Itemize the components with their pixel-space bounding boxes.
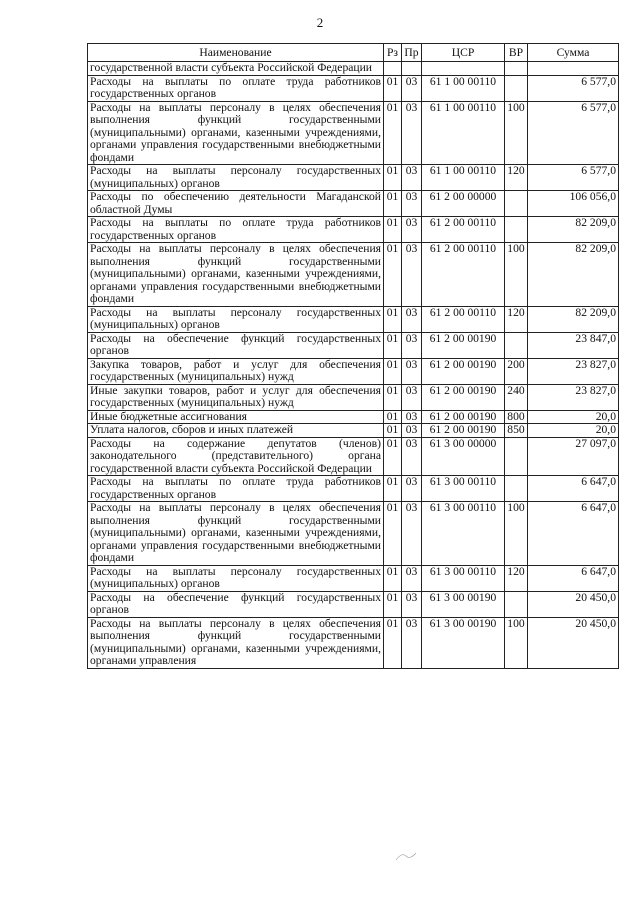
cell-vr: 100 <box>505 101 528 165</box>
cell-pr: 03 <box>402 410 422 424</box>
header-vr: ВР <box>505 44 528 62</box>
cell-csr: 61 3 00 00190 <box>422 591 505 617</box>
table-row <box>88 384 619 410</box>
table-row <box>88 424 619 438</box>
cell-csr: 61 1 00 00110 <box>422 101 505 165</box>
cell-name: государственной власти субъекта Российской Федерации <box>88 62 384 76</box>
table-row <box>88 502 619 566</box>
cell-name: Расходы на выплаты персоналу государственных (муниципальных) органов <box>88 165 384 191</box>
table-row <box>88 591 619 617</box>
cell-vr: 120 <box>505 306 528 332</box>
cell-vr <box>505 217 528 243</box>
cell-csr: 61 2 00 00000 <box>422 191 505 217</box>
cell-vr <box>505 191 528 217</box>
header-csr: ЦСР <box>422 44 505 62</box>
table-row <box>88 243 619 307</box>
cell-csr: 61 2 00 00110 <box>422 243 505 307</box>
cell-vr: 240 <box>505 384 528 410</box>
cell-name: Расходы на выплаты по оплате труда работников государственных органов <box>88 217 384 243</box>
cell-csr: 61 2 00 00190 <box>422 332 505 358</box>
cell-sum: 82 209,0 <box>528 306 619 332</box>
table-row <box>88 101 619 165</box>
cell-sum: 6 577,0 <box>528 101 619 165</box>
cell-rz: 01 <box>384 165 402 191</box>
cell-rz: 01 <box>384 358 402 384</box>
table-row <box>88 358 619 384</box>
cell-name: Иные закупки товаров, работ и услуг для обеспечения государственных (муниципальных) нужд <box>88 384 384 410</box>
cell-name: Расходы на выплаты персоналу в целях обеспечения выполнения функций государственными (муниципальными) органами, казенными учреждениями, органами управления государственными внебюджетными фондами <box>88 243 384 307</box>
cell-name: Расходы на обеспечение функций государственных органов <box>88 591 384 617</box>
cell-name: Расходы на выплаты персоналу в целях обеспечения выполнения функций государственными (муниципальными) органами, казенными учреждениями, органами управления <box>88 617 384 668</box>
table-row <box>88 75 619 101</box>
cell-csr: 61 2 00 00190 <box>422 424 505 438</box>
cell-name: Иные бюджетные ассигнования <box>88 410 384 424</box>
cell-sum: 20 450,0 <box>528 617 619 668</box>
cell-rz: 01 <box>384 410 402 424</box>
cell-sum: 20,0 <box>528 424 619 438</box>
cell-pr: 03 <box>402 101 422 165</box>
cell-rz: 01 <box>384 75 402 101</box>
cell-sum: 20,0 <box>528 410 619 424</box>
cell-csr: 61 1 00 00110 <box>422 165 505 191</box>
table-row <box>88 332 619 358</box>
cell-vr <box>505 75 528 101</box>
table-row <box>88 476 619 502</box>
cell-sum: 6 647,0 <box>528 476 619 502</box>
cell-csr: 61 2 00 00190 <box>422 410 505 424</box>
cell-rz: 01 <box>384 217 402 243</box>
cell-sum <box>528 62 619 76</box>
page-number: 2 <box>316 15 324 30</box>
cell-pr: 03 <box>402 358 422 384</box>
cell-vr: 200 <box>505 358 528 384</box>
cell-pr: 03 <box>402 306 422 332</box>
table-row <box>88 217 619 243</box>
cell-rz: 01 <box>384 437 402 476</box>
cell-pr: 03 <box>402 75 422 101</box>
cell-name: Расходы на выплаты по оплате труда работников государственных органов <box>88 75 384 101</box>
cell-name: Расходы на выплаты персоналу государственных (муниципальных) органов <box>88 565 384 591</box>
cell-pr: 03 <box>402 424 422 438</box>
cell-csr: 61 3 00 00110 <box>422 565 505 591</box>
scan-mark-icon <box>394 850 418 862</box>
cell-csr: 61 3 00 00110 <box>422 502 505 566</box>
table-body <box>88 62 619 669</box>
cell-vr <box>505 476 528 502</box>
cell-vr: 100 <box>505 502 528 566</box>
cell-rz: 01 <box>384 101 402 165</box>
cell-pr: 03 <box>402 437 422 476</box>
cell-rz: 01 <box>384 565 402 591</box>
cell-sum: 23 847,0 <box>528 332 619 358</box>
cell-sum: 23 827,0 <box>528 358 619 384</box>
cell-vr: 100 <box>505 617 528 668</box>
cell-name: Расходы на содержание депутатов (членов) законодательного (представительного) органа государственной власти субъекта Российской Федерации <box>88 437 384 476</box>
cell-vr: 850 <box>505 424 528 438</box>
cell-rz: 01 <box>384 591 402 617</box>
cell-rz: 01 <box>384 502 402 566</box>
cell-vr: 100 <box>505 243 528 307</box>
cell-vr <box>505 332 528 358</box>
cell-rz: 01 <box>384 191 402 217</box>
cell-rz: 01 <box>384 424 402 438</box>
cell-vr <box>505 437 528 476</box>
cell-csr: 61 3 00 00110 <box>422 476 505 502</box>
cell-sum: 20 450,0 <box>528 591 619 617</box>
cell-vr <box>505 591 528 617</box>
cell-csr: 61 2 00 00110 <box>422 217 505 243</box>
cell-csr: 61 3 00 00190 <box>422 617 505 668</box>
table-header <box>88 44 619 62</box>
header-pr: Пр <box>402 44 422 62</box>
cell-pr: 03 <box>402 217 422 243</box>
budget-table <box>87 43 619 669</box>
cell-name: Расходы на выплаты по оплате труда работников государственных органов <box>88 476 384 502</box>
cell-sum: 82 209,0 <box>528 217 619 243</box>
cell-csr: 61 3 00 00000 <box>422 437 505 476</box>
cell-name: Расходы на выплаты персоналу государственных (муниципальных) органов <box>88 306 384 332</box>
cell-name: Закупка товаров, работ и услуг для обеспечения государственных (муниципальных) нужд <box>88 358 384 384</box>
cell-rz: 01 <box>384 476 402 502</box>
header-row <box>88 44 619 62</box>
cell-name: Расходы на обеспечение функций государственных органов <box>88 332 384 358</box>
cell-rz: 01 <box>384 617 402 668</box>
cell-pr: 03 <box>402 332 422 358</box>
cell-pr: 03 <box>402 165 422 191</box>
cell-name: Уплата налогов, сборов и иных платежей <box>88 424 384 438</box>
cell-sum: 6 647,0 <box>528 502 619 566</box>
cell-csr <box>422 62 505 76</box>
cell-pr <box>402 62 422 76</box>
cell-csr: 61 2 00 00110 <box>422 306 505 332</box>
cell-csr: 61 2 00 00190 <box>422 358 505 384</box>
cell-sum: 27 097,0 <box>528 437 619 476</box>
cell-vr: 800 <box>505 410 528 424</box>
cell-sum: 82 209,0 <box>528 243 619 307</box>
cell-pr: 03 <box>402 191 422 217</box>
cell-sum: 6 577,0 <box>528 75 619 101</box>
cell-pr: 03 <box>402 617 422 668</box>
table-row <box>88 437 619 476</box>
table-row <box>88 62 619 76</box>
cell-rz: 01 <box>384 306 402 332</box>
cell-pr: 03 <box>402 502 422 566</box>
cell-vr: 120 <box>505 165 528 191</box>
cell-csr: 61 1 00 00110 <box>422 75 505 101</box>
table-row <box>88 191 619 217</box>
cell-name: Расходы на выплаты персоналу в целях обеспечения выполнения функций государственными (муниципальными) органами, казенными учреждениями, органами управления государственными внебюджетными фондами <box>88 101 384 165</box>
table-row <box>88 165 619 191</box>
cell-sum: 6 647,0 <box>528 565 619 591</box>
header-sum: Сумма <box>528 44 619 62</box>
header-rz: Рз <box>384 44 402 62</box>
cell-pr: 03 <box>402 384 422 410</box>
cell-pr: 03 <box>402 591 422 617</box>
table-row <box>88 617 619 668</box>
cell-name: Расходы по обеспечению деятельности Магаданской областной Думы <box>88 191 384 217</box>
cell-rz <box>384 62 402 76</box>
cell-sum: 106 056,0 <box>528 191 619 217</box>
cell-vr: 120 <box>505 565 528 591</box>
table-row <box>88 565 619 591</box>
cell-pr: 03 <box>402 565 422 591</box>
cell-sum: 23 827,0 <box>528 384 619 410</box>
cell-rz: 01 <box>384 332 402 358</box>
cell-name: Расходы на выплаты персоналу в целях обеспечения выполнения функций государственными (муниципальными) органами, казенными учреждениями, органами управления государственными внебюджетными фондами <box>88 502 384 566</box>
table-row <box>88 410 619 424</box>
header-name: Наименование <box>88 44 384 62</box>
cell-csr: 61 2 00 00190 <box>422 384 505 410</box>
cell-pr: 03 <box>402 476 422 502</box>
cell-rz: 01 <box>384 384 402 410</box>
table-row <box>88 306 619 332</box>
cell-pr: 03 <box>402 243 422 307</box>
cell-rz: 01 <box>384 243 402 307</box>
cell-sum: 6 577,0 <box>528 165 619 191</box>
cell-vr <box>505 62 528 76</box>
